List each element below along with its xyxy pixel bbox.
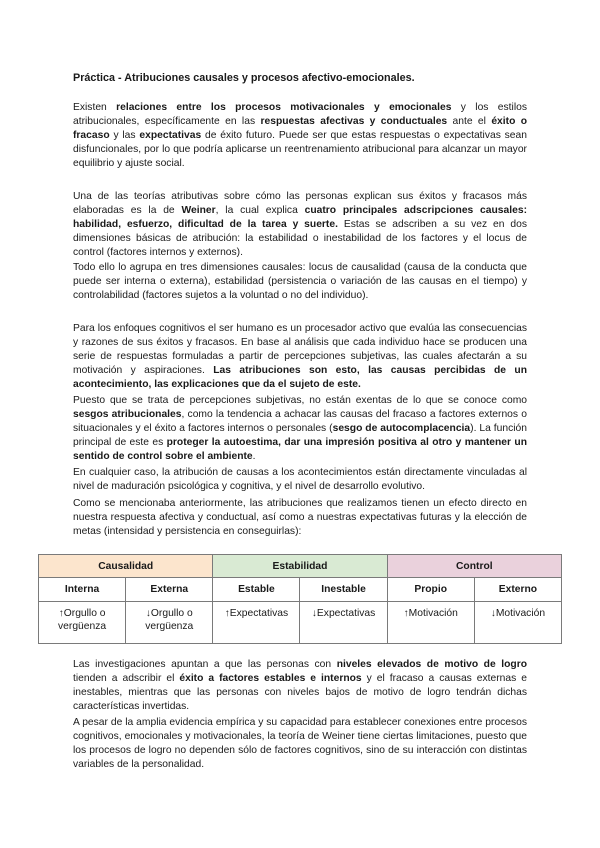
bold-text: cuatro principales adscripciones causales: habilidad, esfuerzo, dificultad de la tarea y suerte.	[73, 205, 527, 231]
bold-text: relaciones entre los procesos motivacionales y emocionales	[116, 102, 452, 113]
column-header: Propio	[387, 578, 474, 602]
text-run: Puesto que se trata de percepciones subjetivas, no están exentas de lo que se conoce como	[73, 395, 527, 406]
text-run: Estas se adscriben a su vez en dos dimensiones básicas de atribución: la estabilidad o inestabilidad de los factores y el locus de control (factores internos y externos).	[73, 219, 528, 259]
bold-text: éxito a factores estables e internos	[179, 673, 362, 685]
table-group-row	[39, 555, 562, 578]
text-run: y las	[109, 130, 140, 142]
text-run: A pesar de la amplia evidencia empírica y su capacidad para establecer conexiones entre procesos cognitivos, emocionales y motivacionales, la teoría de Weiner tiene ciertas limitaciones, puesto que los procesos de logro no dependen sólo de factores cognitivos, sino de su interacción con distintas variables de la personalidad.	[73, 717, 527, 771]
paragraph-biases	[73, 394, 527, 464]
table-cell: ↑Expectativas	[213, 602, 300, 644]
text-run: Las investigaciones apuntan a que las personas con	[73, 659, 337, 670]
text-run: En cualquier caso, la atribución de causas a los acontecimientos están directamente vinculadas al nivel de maduración psicológica y cognitiva, y el nivel de desarrollo evolutivo.	[73, 467, 527, 493]
attribution-table	[38, 554, 562, 644]
column-header: Externa	[126, 578, 213, 602]
bold-text: expectativas	[139, 130, 202, 142]
paragraph-weiner	[73, 190, 527, 260]
group-header-causalidad: Causalidad	[39, 555, 213, 578]
table-cell: ↓Expectativas	[300, 602, 387, 644]
group-header-control: Control	[387, 555, 561, 578]
column-header: Estable	[213, 578, 300, 602]
text-run: y el fracaso a causas externas e inestables, mientras que las personas con niveles bajos de motivo de logro tendrán dichas características invertidas.	[73, 673, 527, 713]
bold-text: proteger la autoestima, dar una impresión positiva al otro y mantener un sentido de control sobre el ambiente	[73, 437, 527, 463]
column-header: Interna	[39, 578, 126, 602]
paragraph-limitations	[73, 716, 527, 772]
table-row	[39, 602, 562, 644]
bold-text: sesgo de autocomplacencia	[332, 423, 471, 435]
text-run: de éxito futuro. Puede ser que estas respuestas o expectativas sean disfuncionales, por lo que podría aplicarse un reentrenamiento atribucional para alcanzar un mayor equilibrio y ajuste social.	[73, 130, 527, 170]
paragraph-intro	[73, 101, 527, 171]
group-header-estabilidad: Estabilidad	[213, 555, 387, 578]
bold-text: sesgos atribucionales	[73, 409, 182, 421]
bold-text: niveles elevados de motivo de logro	[336, 659, 527, 670]
text-run: .	[252, 451, 256, 463]
bold-text: éxito o fracaso	[73, 116, 528, 142]
text-run: Para los enfoques cognitivos el ser humano es un procesador activo que evalúa las consecuencias y razones de sus éxitos y fracasos. En base al análisis que cada individuo hace se producen una serie de respuestas formuladas a partir de percepciones subjetivas, las cuales afectarán a su motivación y aspiraciones.	[73, 323, 527, 377]
paragraph-maturation	[73, 466, 527, 494]
text-run: Como se mencionaba anteriormente, las atribuciones que realizamos tienen un efecto directo en nuestra respuesta afectiva y conductual, así como a nuestras expectativas futuras y la elección de metas (intensidad y persistencia en conseguirlas):	[73, 498, 527, 538]
text-run: ). La función principal de este es	[73, 423, 528, 449]
table-header-row	[39, 578, 562, 602]
table-cell: ↑Motivación	[387, 602, 474, 644]
text-run: tienden a adscribir el	[73, 673, 180, 685]
paragraph-effects	[73, 497, 527, 539]
bold-text: Weiner	[181, 205, 216, 217]
text-run: , la cual explica	[215, 205, 305, 217]
table-cell: ↓Motivación	[474, 602, 561, 644]
paragraph-cognitive	[73, 322, 527, 392]
paragraph-achievement	[73, 658, 527, 714]
table-cell: ↓Orgullo o vergüenza	[126, 602, 213, 644]
column-header: Inestable	[300, 578, 387, 602]
bold-text: respuestas afectivas y conductuales	[260, 116, 448, 128]
text-run: Una de las teorías atributivas sobre cómo las personas explican sus éxitos y fracasos más elaboradas es la de	[73, 191, 527, 217]
table-cell: ↑Orgullo o vergüenza	[39, 602, 126, 644]
text-run: , como la tendencia a achacar las causas del fracaso a factores externos o situacionales y el éxito a factores internos o personales (	[73, 409, 527, 435]
text-run: Todo ello lo agrupa en tres dimensiones causales: locus de causalidad (causa de la conducta que puede ser interna o externa), estabilidad (persistencia o variación de las causas en el tiempo) y controlabilidad (factores sujetos a la voluntad o no del individuo).	[73, 262, 527, 302]
bold-text: Las atribuciones son esto, las causas percibidas de un acontecimiento, las explicaciones que da el sujeto de este.	[73, 365, 527, 391]
text-run: y los estilos atribucionales, específicamente en las	[73, 102, 527, 128]
text-run: Existen	[73, 102, 117, 113]
paragraph-dimensions	[73, 261, 527, 303]
column-header: Externo	[474, 578, 561, 602]
document-title: Práctica - Atribuciones causales y procesos afectivo-emocionales.	[73, 72, 415, 84]
text-run: ante el	[447, 116, 492, 128]
